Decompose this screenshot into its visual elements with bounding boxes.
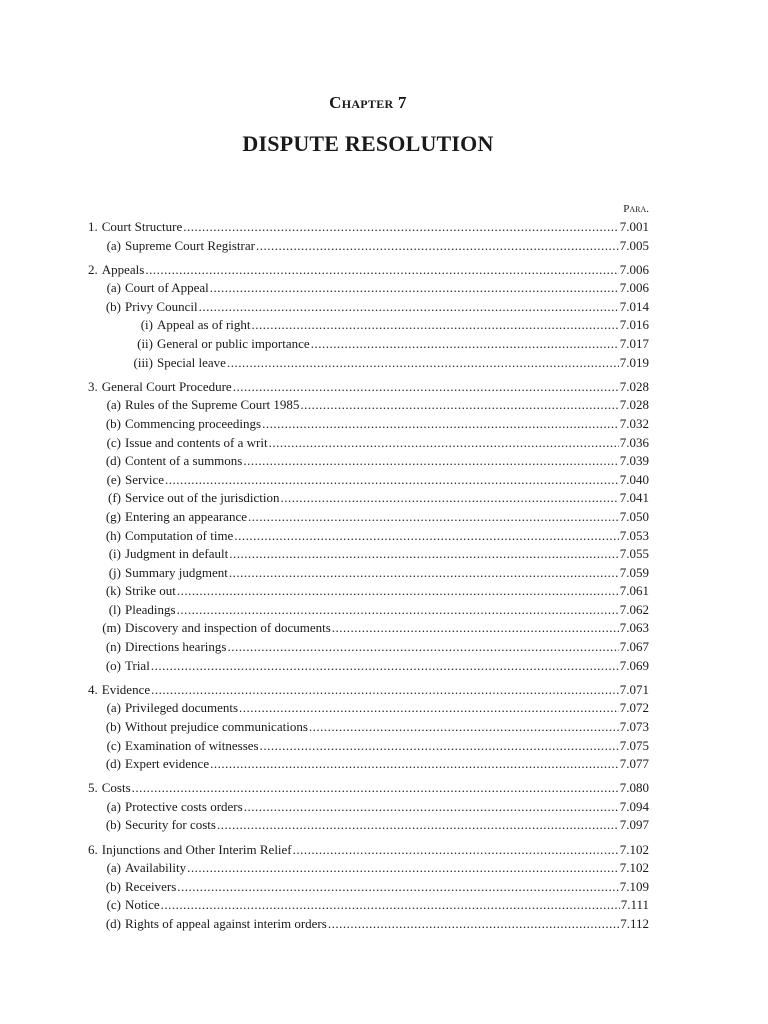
toc-entry-label: (b) <box>105 718 121 734</box>
toc-subentry <box>88 638 649 657</box>
dot-leader <box>145 261 618 280</box>
toc-entry-label: (ii) <box>137 336 153 352</box>
toc-entry-text: Rules of the Supreme Court 1985 <box>125 397 300 413</box>
toc-entry-text: Protective costs orders <box>125 798 243 814</box>
toc-entry-label: (b) <box>105 298 121 314</box>
dot-leader <box>328 915 619 934</box>
toc-entry-para: 7.077 <box>619 756 649 772</box>
dot-leader <box>199 298 619 317</box>
toc-entry-para: 7.097 <box>619 817 649 833</box>
toc-entry-para: 7.075 <box>619 737 649 753</box>
dot-leader <box>311 335 619 354</box>
toc-entry-label: (c) <box>106 897 121 913</box>
toc-entry-para: 7.028 <box>619 397 649 413</box>
toc-subentry <box>88 545 649 564</box>
table-of-contents <box>88 218 649 933</box>
toc-section-entry <box>88 841 649 860</box>
toc-entry-para: 7.036 <box>619 434 649 450</box>
toc-entry-label: (a) <box>106 280 121 296</box>
dot-leader <box>217 816 619 835</box>
dot-leader <box>309 718 619 737</box>
dot-leader <box>300 396 618 415</box>
toc-entry-text: Receivers <box>125 878 177 894</box>
toc-section-entry <box>88 218 649 237</box>
toc-entry-label: (i) <box>140 317 153 333</box>
toc-entry-text: Security for costs <box>125 817 216 833</box>
toc-entry-label: 5. <box>88 780 98 796</box>
toc-subentry <box>88 755 649 774</box>
toc-subentry <box>88 237 649 256</box>
toc-entry-label: (m) <box>102 620 121 636</box>
toc-entry-text: Notice <box>125 897 160 913</box>
toc-entry-label: (d) <box>105 915 121 931</box>
toc-entry-text: Content of a summons <box>125 453 243 469</box>
toc-entry-para: 7.055 <box>619 546 649 562</box>
toc-entry-text: Commencing proceedings <box>125 415 262 431</box>
toc-entry-label: 2. <box>88 261 98 277</box>
toc-entry-label: 4. <box>88 681 98 697</box>
toc-entry-text: Special leave <box>157 354 226 370</box>
dot-leader <box>229 545 618 564</box>
dot-leader <box>165 471 619 490</box>
toc-entry-text: Service out of the jurisdiction <box>125 490 280 506</box>
toc-subentry <box>88 489 649 508</box>
chapter-label: Chapter 7 <box>329 93 407 112</box>
toc-entry-label: (c) <box>106 737 121 753</box>
toc-entry-label: (b) <box>105 415 121 431</box>
toc-subentry <box>88 354 649 373</box>
toc-subentry <box>88 601 649 620</box>
toc-entry-label: (i) <box>108 546 121 562</box>
dot-leader <box>234 527 618 546</box>
toc-section-entry <box>88 378 649 397</box>
toc-entry-text: Examination of witnesses <box>125 737 259 753</box>
toc-entry-para: 7.109 <box>619 878 649 894</box>
toc-entry-text: Directions hearings <box>125 639 227 655</box>
toc-entry-para: 7.080 <box>619 780 649 796</box>
dot-leader <box>151 681 619 700</box>
dot-leader <box>210 755 619 774</box>
toc-entry-label: (g) <box>105 508 121 524</box>
toc-subentry <box>88 619 649 638</box>
toc-entry-text: General or public importance <box>157 336 310 352</box>
dot-leader <box>281 489 619 508</box>
toc-entry-para: 7.067 <box>619 639 649 655</box>
toc-entry-label: (j) <box>108 564 121 580</box>
dot-leader <box>132 779 619 798</box>
toc-subentry <box>88 452 649 471</box>
toc-entry-text: Pleadings <box>125 601 176 617</box>
toc-entry-label: (d) <box>105 756 121 772</box>
toc-subentry <box>88 471 649 490</box>
toc-entry-para: 7.040 <box>619 471 649 487</box>
toc-section-entry <box>88 261 649 280</box>
dot-leader <box>229 564 619 583</box>
toc-entry-para: 7.061 <box>619 583 649 599</box>
toc-entry-label: (h) <box>105 527 121 543</box>
toc-section-entry <box>88 779 649 798</box>
toc-entry-label: 1. <box>88 219 98 234</box>
toc-entry-text: Appeals <box>101 261 145 277</box>
toc-entry-label: (a) <box>106 700 121 716</box>
toc-entry-label: (a) <box>106 860 121 876</box>
toc-subentry <box>88 508 649 527</box>
toc-entry-label: (a) <box>106 397 121 413</box>
dot-leader <box>262 415 619 434</box>
toc-entry-para: 7.062 <box>619 601 649 617</box>
toc-entry-text: Without prejudice communications <box>125 718 308 734</box>
toc-entry-para: 7.112 <box>620 915 649 931</box>
para-column-heading: Para. <box>623 203 649 215</box>
dot-leader <box>252 316 619 335</box>
dot-leader <box>187 859 619 878</box>
toc-entry-text: Supreme Court Registrar <box>125 237 255 253</box>
toc-entry-para: 7.072 <box>619 700 649 716</box>
dot-leader <box>177 878 618 897</box>
toc-entry-text: Strike out <box>125 583 176 599</box>
toc-subentry <box>88 718 649 737</box>
dot-leader <box>244 798 619 817</box>
toc-entry-label: (f) <box>108 490 121 506</box>
toc-subentry <box>88 798 649 817</box>
dot-leader <box>161 896 620 915</box>
dot-leader <box>183 218 618 237</box>
toc-entry-text: Expert evidence <box>125 756 210 772</box>
toc-entry-text: Court Structure <box>101 219 183 234</box>
toc-entry-text: Privileged documents <box>125 700 239 716</box>
toc-entry-label: (k) <box>105 583 121 599</box>
toc-entry-para: 7.063 <box>619 620 649 636</box>
toc-entry-label: (d) <box>105 453 121 469</box>
toc-entry-para: 7.005 <box>619 237 649 253</box>
toc-subentry <box>88 915 649 934</box>
toc-subentry <box>88 396 649 415</box>
toc-subentry <box>88 657 649 676</box>
toc-entry-para: 7.102 <box>619 860 649 876</box>
toc-subentry <box>88 878 649 897</box>
toc-entry-text: Issue and contents of a writ <box>125 434 268 450</box>
toc-subentry <box>88 316 649 335</box>
toc-entry-para: 7.014 <box>619 298 649 314</box>
toc-entry-text: Summary judgment <box>125 564 228 580</box>
toc-section-entry <box>88 681 649 700</box>
toc-entry-text: Availability <box>125 860 187 876</box>
toc-entry-para: 7.028 <box>619 378 649 394</box>
chapter-title: DISPUTE RESOLUTION <box>242 131 494 156</box>
toc-subentry <box>88 816 649 835</box>
toc-entry-label: (c) <box>106 434 121 450</box>
toc-entry-text: Costs <box>101 780 131 796</box>
toc-entry-label: (b) <box>105 878 121 894</box>
toc-entry-text: Evidence <box>101 681 151 697</box>
toc-entry-para: 7.071 <box>619 681 649 697</box>
toc-entry-para: 7.094 <box>619 798 649 814</box>
toc-subentry <box>88 434 649 453</box>
toc-entry-text: Judgment in default <box>125 546 229 562</box>
toc-subentry <box>88 896 649 915</box>
toc-entry-label: 6. <box>88 841 98 857</box>
toc-entry-label: (a) <box>106 798 121 814</box>
dot-leader <box>210 279 619 298</box>
toc-entry-para: 7.111 <box>620 897 649 913</box>
dot-leader <box>256 237 619 256</box>
toc-subentry <box>88 527 649 546</box>
dot-leader <box>151 657 619 676</box>
toc-entry-para: 7.039 <box>619 453 649 469</box>
toc-entry-text: Trial <box>125 657 150 673</box>
toc-subentry <box>88 582 649 601</box>
toc-subentry <box>88 298 649 317</box>
dot-leader <box>177 601 619 620</box>
toc-subentry <box>88 737 649 756</box>
dot-leader <box>248 508 619 527</box>
toc-subentry <box>88 335 649 354</box>
dot-leader <box>332 619 619 638</box>
toc-subentry <box>88 564 649 583</box>
toc-entry-para: 7.102 <box>619 841 649 857</box>
toc-entry-label: (e) <box>106 471 121 487</box>
toc-entry-label: (a) <box>106 237 121 253</box>
toc-entry-text: General Court Procedure <box>101 378 232 394</box>
toc-subentry <box>88 415 649 434</box>
toc-entry-para: 7.001 <box>619 219 649 234</box>
dot-leader <box>243 452 618 471</box>
toc-entry-text: Entering an appearance <box>125 508 247 524</box>
dot-leader <box>177 582 619 601</box>
dot-leader <box>269 434 619 453</box>
toc-entry-para: 7.006 <box>619 261 649 277</box>
dot-leader <box>227 354 619 373</box>
toc-entry-para: 7.073 <box>619 718 649 734</box>
toc-entry-text: Injunctions and Other Interim Relief <box>101 841 292 857</box>
toc-entry-label: 3. <box>88 378 98 394</box>
toc-subentry <box>88 279 649 298</box>
toc-entry-para: 7.053 <box>619 527 649 543</box>
dot-leader <box>239 699 619 718</box>
toc-entry-para: 7.041 <box>619 490 649 506</box>
toc-entry-label: (o) <box>105 657 121 673</box>
toc-entry-para: 7.006 <box>619 280 649 296</box>
toc-entry-text: Computation of time <box>125 527 234 543</box>
toc-entry-text: Discovery and inspection of documents <box>125 620 331 636</box>
toc-entry-para: 7.032 <box>619 415 649 431</box>
dot-leader <box>227 638 618 657</box>
toc-entry-para: 7.016 <box>619 317 649 333</box>
toc-subentry <box>88 699 649 718</box>
toc-entry-label: (iii) <box>133 354 153 370</box>
toc-entry-para: 7.050 <box>619 508 649 524</box>
toc-entry-text: Rights of appeal against interim orders <box>125 915 327 931</box>
toc-entry-text: Court of Appeal <box>125 280 209 296</box>
toc-entry-para: 7.059 <box>619 564 649 580</box>
dot-leader <box>293 841 619 860</box>
dot-leader <box>233 378 619 397</box>
toc-entry-para: 7.019 <box>619 354 649 370</box>
toc-entry-label: (b) <box>105 817 121 833</box>
toc-entry-para: 7.017 <box>619 336 649 352</box>
dot-leader <box>260 737 619 756</box>
toc-entry-para: 7.069 <box>619 657 649 673</box>
toc-entry-label: (l) <box>108 601 121 617</box>
toc-entry-label: (n) <box>105 639 121 655</box>
toc-entry-text: Privy Council <box>125 298 198 314</box>
toc-subentry <box>88 859 649 878</box>
toc-entry-text: Appeal as of right <box>157 317 251 333</box>
toc-entry-text: Service <box>125 471 164 487</box>
